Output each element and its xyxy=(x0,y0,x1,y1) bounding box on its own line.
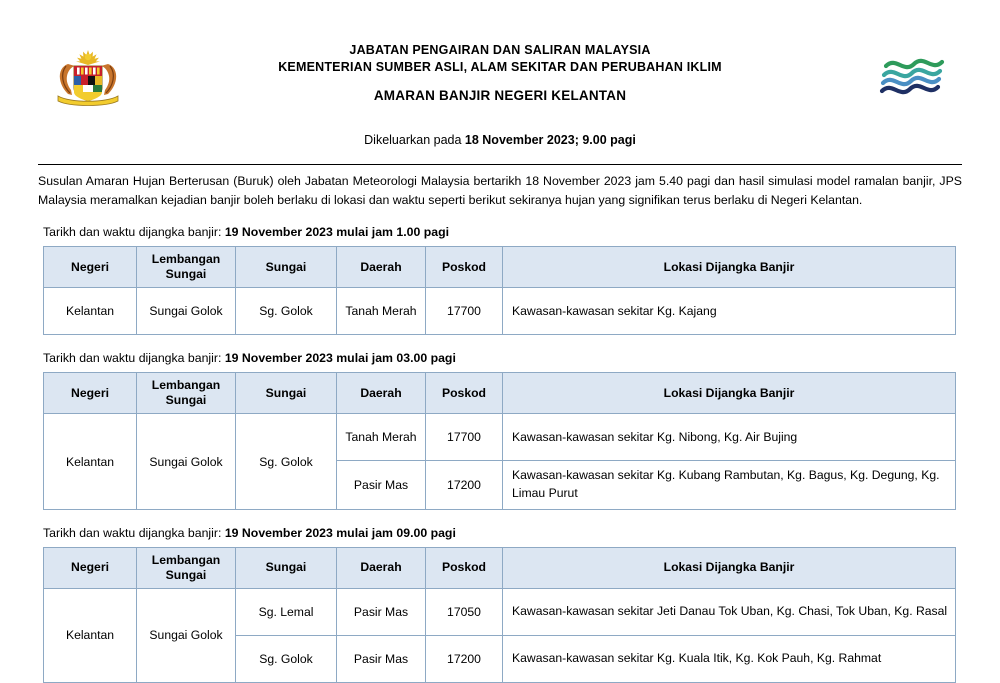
header-divider xyxy=(38,164,962,165)
cell-sungai: Sg. Golok xyxy=(236,635,337,682)
col-lokasi: Lokasi Dijangka Banjir xyxy=(503,547,956,588)
cell-lokasi: Kawasan-kawasan sekitar Jeti Danau Tok Uban, Kg. Chasi, Tok Uban, Kg. Rasal xyxy=(503,588,956,635)
cell-lokasi: Kawasan-kawasan sekitar Kg. Kuala Itik, Kg. Kok Pauh, Kg. Rahmat xyxy=(503,635,956,682)
document-header xyxy=(0,0,1000,112)
col-daerah: Daerah xyxy=(337,247,426,288)
organization-line-1: JABATAN PENGAIRAN DAN SALIRAN MALAYSIA xyxy=(349,43,651,57)
cell-daerah: Pasir Mas xyxy=(337,635,426,682)
table-row xyxy=(44,588,956,635)
col-lembangan-sungai: Lembangan Sungai xyxy=(137,373,236,414)
cell-sungai: Sg. Golok xyxy=(236,288,337,335)
cell-sungai: Sg. Lemal xyxy=(236,588,337,635)
cell-negeri: Kelantan xyxy=(44,288,137,335)
section-1-label: Tarikh dan waktu dijangka banjir: xyxy=(43,225,225,240)
cell-lokasi: Kawasan-kawasan sekitar Kg. Kubang Rambutan, Kg. Bagus, Kg. Degung, Kg. Limau Purut xyxy=(503,461,956,509)
col-negeri: Negeri xyxy=(44,547,137,588)
col-daerah: Daerah xyxy=(337,373,426,414)
cell-daerah: Tanah Merah xyxy=(337,414,426,461)
section-3-datetime: 19 November 2023 mulai jam 09.00 pagi xyxy=(224,525,456,540)
cell-poskod: 17700 xyxy=(426,288,503,335)
cell-lembangan-sungai: Sungai Golok xyxy=(137,588,236,682)
section-3-heading xyxy=(43,526,957,540)
col-sungai: Sungai xyxy=(236,547,337,588)
col-daerah: Daerah xyxy=(337,547,426,588)
section-1-datetime: 19 November 2023 mulai jam 1.00 pagi xyxy=(224,225,450,240)
page-title: AMARAN BANJIR NEGERI KELANTAN xyxy=(373,88,627,103)
table-header-row xyxy=(44,247,956,288)
col-lembangan-sungai: Lembangan Sungai xyxy=(137,547,236,588)
header-title-block xyxy=(0,42,1000,105)
cell-poskod: 17200 xyxy=(426,461,503,509)
col-poskod: Poskod xyxy=(426,547,503,588)
table-header-row xyxy=(44,547,956,588)
intro-paragraph: Susulan Amaran Hujan Berterusan (Buruk) oleh Jabatan Meteorologi Malaysia bertarikh 18 November 2023 jam 5.40 pagi dan hasil simulasi model ramalan banjir, JPS Malaysia meramalkan kejadian banjir boleh berlaku di lokasi dan waktu seperti berikut sekiranya hujan yang signifikan terus berlaku di Negeri Kelantan. xyxy=(38,174,962,207)
flood-table-2 xyxy=(43,372,956,509)
cell-sungai: Sg. Golok xyxy=(236,414,337,509)
flood-section-1 xyxy=(43,225,957,335)
cell-daerah: Tanah Merah xyxy=(337,288,426,335)
section-2-label: Tarikh dan waktu dijangka banjir: xyxy=(43,351,225,366)
cell-lokasi: Kawasan-kawasan sekitar Kg. Nibong, Kg. Air Bujing xyxy=(503,414,956,461)
flood-table-1 xyxy=(43,246,956,335)
col-poskod: Poskod xyxy=(426,247,503,288)
cell-poskod: 17200 xyxy=(426,635,503,682)
flood-section-3 xyxy=(43,526,957,683)
cell-lembangan-sungai: Sungai Golok xyxy=(137,414,236,509)
cell-daerah: Pasir Mas xyxy=(337,461,426,509)
cell-poskod: 17700 xyxy=(426,414,503,461)
cell-poskod: 17050 xyxy=(426,588,503,635)
cell-negeri: Kelantan xyxy=(44,588,137,682)
cell-negeri: Kelantan xyxy=(44,414,137,509)
table-row xyxy=(44,414,956,461)
table-header-row xyxy=(44,373,956,414)
flood-table-3 xyxy=(43,547,956,683)
col-negeri: Negeri xyxy=(44,247,137,288)
col-lokasi: Lokasi Dijangka Banjir xyxy=(503,247,956,288)
col-lokasi: Lokasi Dijangka Banjir xyxy=(503,373,956,414)
section-1-heading xyxy=(43,225,957,239)
cell-daerah: Pasir Mas xyxy=(337,588,426,635)
col-negeri: Negeri xyxy=(44,373,137,414)
issued-datetime: 18 November 2023; 9.00 pagi xyxy=(464,133,636,147)
section-2-heading xyxy=(43,351,957,365)
col-sungai: Sungai xyxy=(236,373,337,414)
issued-prefix: Dikeluarkan pada xyxy=(364,133,465,147)
jps-waves-logo-icon xyxy=(874,48,954,104)
cell-lokasi: Kawasan-kawasan sekitar Kg. Kajang xyxy=(503,288,956,335)
malaysia-coat-of-arms-icon xyxy=(46,46,130,108)
col-sungai: Sungai xyxy=(236,247,337,288)
col-poskod: Poskod xyxy=(426,373,503,414)
cell-lembangan-sungai: Sungai Golok xyxy=(137,288,236,335)
issued-line xyxy=(0,133,1000,147)
section-2-datetime: 19 November 2023 mulai jam 03.00 pagi xyxy=(224,351,456,366)
table-row xyxy=(44,288,956,335)
organization-line-2: KEMENTERIAN SUMBER ASLI, ALAM SEKITAR DAN PERUBAHAN IKLIM xyxy=(278,59,722,74)
flood-section-2 xyxy=(43,351,957,509)
section-3-label: Tarikh dan waktu dijangka banjir: xyxy=(43,525,225,540)
col-lembangan-sungai: Lembangan Sungai xyxy=(137,247,236,288)
